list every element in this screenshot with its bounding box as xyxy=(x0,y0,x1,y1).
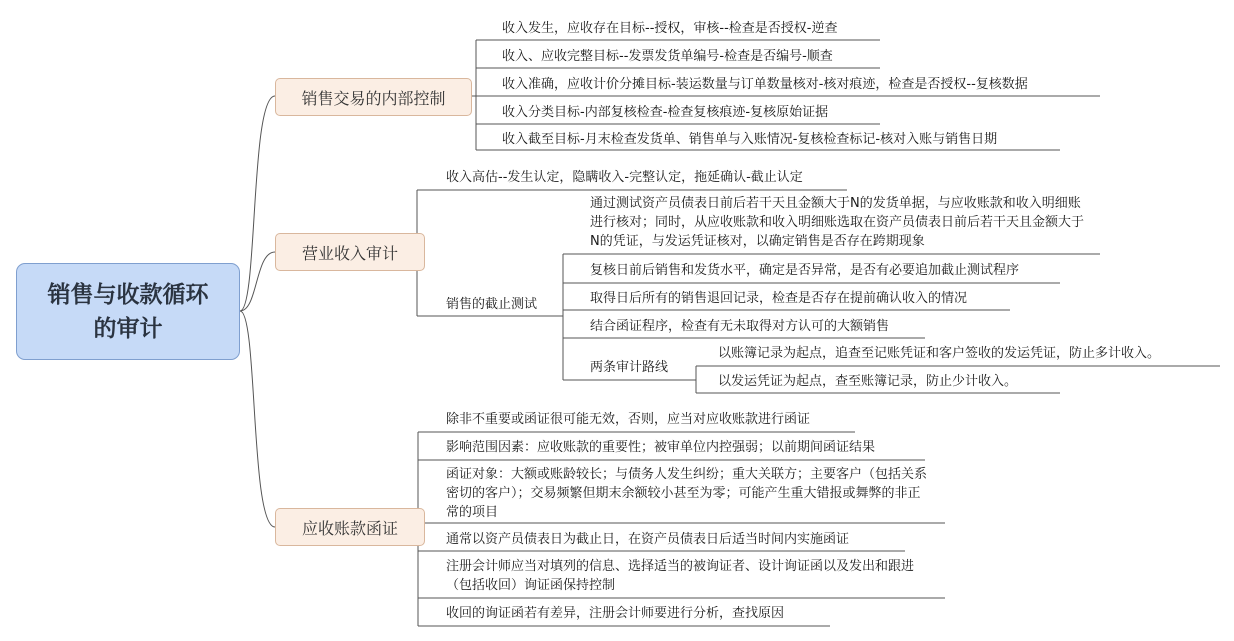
leaf-item[interactable]: 收回的询证函若有差异，注册会计师要进行分析，查找原因 xyxy=(446,606,785,621)
leaf-item[interactable]: 收入准确，应收计价分摊目标-装运数量与订单数量核对-核对痕迹，检查是否授权--复核数据 xyxy=(502,77,1028,92)
leaf-item[interactable]: 以发运凭证为起点，查至账簿记录，防止少计收入。 xyxy=(718,374,1018,389)
connector-internal-stem xyxy=(472,40,476,150)
connector-routes-stem xyxy=(690,366,696,393)
leaf-item[interactable]: 通常以资产员债表日为截止日，在资产员债表日后适当时间内实施函证 xyxy=(446,532,850,547)
branch-label: 营业收入审计 xyxy=(301,243,398,263)
branch-revenue-audit[interactable] xyxy=(275,233,425,271)
branch-label: 应收账款函证 xyxy=(301,518,398,538)
leaf-item[interactable]: 复核日前后销售和发货水平，确定是否异常，是否有必要追加截止测试程序 xyxy=(590,263,1020,278)
leaf-item[interactable]: 通过测试资产员债表日前后若干天且金额大于N的发货单据，与应收账款和收入明细账进行核对；同时，从应收账款和收入明细账选取在资产员债表日前后若干天且金额大于N的凭证，与发运凭证核对，以确定销售是否存在跨期现象 xyxy=(590,196,1085,249)
branch-label: 销售交易的内部控制 xyxy=(301,88,446,108)
leaf-item[interactable]: 收入高估--发生认定，隐瞒收入-完整认定，拖延确认-截止认定 xyxy=(446,170,803,185)
connector-cutoff-stem xyxy=(545,254,563,380)
leaf-item[interactable]: 函证对象：大额或账龄较长；与债务人发生纠纷；重大关联方；主要客户（包括关系密切的客户）；交易频繁但期末余额较小甚至为零；可能产生重大错报或舞弊的非正常的项目 xyxy=(446,467,928,520)
root-title: 销售与收款循环的审计 xyxy=(47,281,209,342)
leaf-item[interactable]: 除非不重要或函证很可能无效，否则，应当对应收账款进行函证 xyxy=(446,412,811,427)
leaf-item[interactable]: 结合函证程序，检查有无未取得对方认可的大额销售 xyxy=(590,319,890,334)
leaf-item[interactable]: 取得日后所有的销售退回记录，检查是否存在提前确认收入的情况 xyxy=(590,291,968,306)
subtopic-audit-routes[interactable]: 两条审计路线 xyxy=(590,360,669,375)
leaf-item[interactable]: 影响范围因素：应收账款的重要性；被审单位内控强弱；以前期间函证结果 xyxy=(446,440,876,455)
branch-internal-control[interactable] xyxy=(275,78,472,116)
leaf-item[interactable]: 收入分类目标-内部复核检查-检查复核痕迹-复核原始证据 xyxy=(502,105,829,120)
leaf-item[interactable]: 收入发生，应收存在目标--授权，审核--检查是否授权-逆查 xyxy=(502,21,838,36)
root-topic[interactable] xyxy=(16,263,240,360)
leaf-item[interactable]: 注册会计师应当对填列的信息、选择适当的被询证者、设计询证函以及发出和跟进（包括收回）询证函保持控制 xyxy=(446,559,915,593)
subtopic-cutoff-test[interactable]: 销售的截止测试 xyxy=(446,297,538,312)
branch-ar-confirmation[interactable] xyxy=(275,508,425,546)
leaf-item[interactable]: 收入截至目标-月末检查发货单、销售单与入账情况-复核检查标记-核对入账与销售日期 xyxy=(502,132,998,147)
connector-root-confirmation xyxy=(240,311,275,527)
leaf-item[interactable]: 以账簿记录为起点，追查至记账凭证和客户签收的发运凭证，防止多计收入。 xyxy=(718,346,1161,361)
leaf-item[interactable]: 收入、应收完整目标--发票发货单编号-检查是否编号-顺查 xyxy=(502,49,833,64)
